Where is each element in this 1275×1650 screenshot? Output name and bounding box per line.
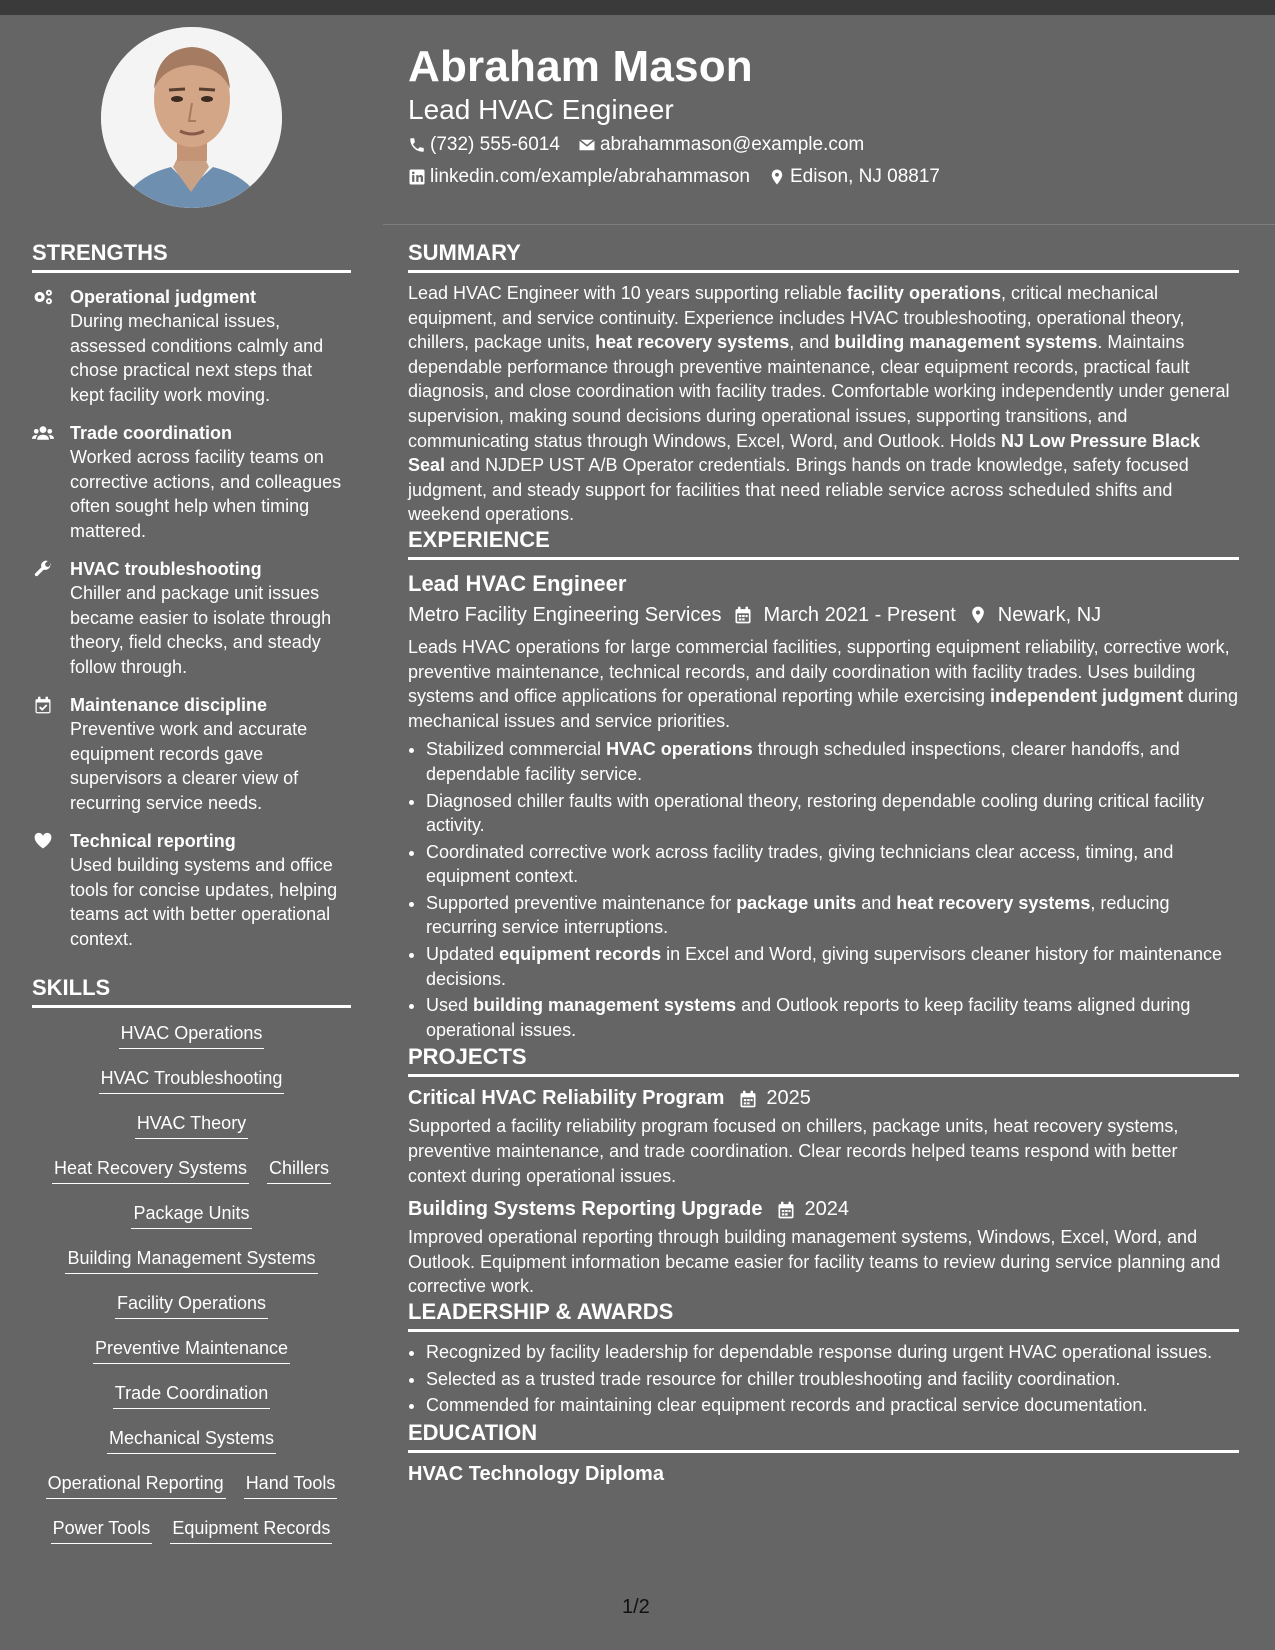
projects-heading: PROJECTS bbox=[408, 1044, 1239, 1077]
project-title: Critical HVAC Reliability Program 2025 bbox=[408, 1087, 811, 1110]
project-description: Supported a facility reliability program focused on chillers, package units, heat recovery systems, preventive maintenance, and trade coordination. Clear records helped teams respond with better context during operational issues. bbox=[408, 1116, 1179, 1186]
skill-tag: Facility Operations bbox=[115, 1292, 268, 1319]
degree-title: HVAC Technology Diploma bbox=[408, 1462, 664, 1485]
project-year: 2025 bbox=[766, 1087, 811, 1110]
candidate-role: Lead HVAC Engineer bbox=[408, 94, 674, 125]
job-meta bbox=[408, 604, 1239, 627]
list-item: • Coordinated corrective work across facility trades, giving technicians clear access, timing, and equipment context. bbox=[426, 840, 1239, 889]
job-location: Newark, NJ bbox=[997, 603, 1102, 626]
heart-icon bbox=[32, 831, 54, 851]
candidate-name: Abraham Mason bbox=[408, 42, 753, 91]
skill-tag: Package Units bbox=[131, 1202, 251, 1229]
job-dates: March 2021 - Present bbox=[763, 603, 956, 626]
list-item: • Recognized by facility leadership for dependable response during urgent HVAC operational issues. bbox=[426, 1340, 1239, 1365]
project-title: Building Systems Reporting Upgrade 2024 bbox=[408, 1198, 849, 1221]
location-text: Edison, NJ 08817 bbox=[790, 166, 940, 187]
strength-title: Trade coordination bbox=[70, 423, 233, 443]
summary-text: Lead HVAC Engineer with 10 years supporting reliable facility operations, critical mechanical equipment, and service continuity. Experience includes HVAC troubleshooting, operational theory, chillers, package units, heat recovery systems, and building management systems. Maintains dependable performance through preventive maintenance, clear equipment records, practical fault diagnosis, and close coordination with facility trades. Comfortable working independently under general supervision, making sound decisions during operational issues, supporting transitions, and communicating status through Windows, Excel, Word, and Outlook. Holds NJ Low Pressure Black Seal and NJDEP UST A/B Operator credentials. Brings hands on trade knowledge, safety focused judgment, and steady support for facilities that need reliable service across scheduled shifts and weekend operations. bbox=[408, 283, 1230, 525]
phone-contact[interactable] bbox=[408, 134, 560, 156]
list-item: • Updated equipment records in Excel and Word, giving supervisors cleaner history for maintenance decisions. bbox=[426, 942, 1239, 991]
skill-tag: HVAC Troubleshooting bbox=[99, 1067, 285, 1094]
skill-tag: Chillers bbox=[267, 1157, 331, 1184]
envelope-icon bbox=[578, 136, 596, 154]
email-text: abrahammason@example.com bbox=[599, 134, 865, 155]
left-column bbox=[32, 240, 351, 1562]
linkedin-contact[interactable] bbox=[408, 166, 750, 188]
list-item: • Used building management systems and Outlook reports to keep facility teams aligned during operational issues. bbox=[426, 993, 1239, 1042]
strength-item bbox=[32, 693, 351, 815]
email-contact[interactable] bbox=[578, 134, 864, 156]
strength-title: Operational judgment bbox=[70, 287, 257, 307]
portrait-illustration bbox=[101, 27, 282, 208]
company-name: Metro Facility Engineering Services bbox=[408, 603, 722, 626]
skill-tag: Heat Recovery Systems bbox=[52, 1157, 249, 1184]
skill-tag: Trade Coordination bbox=[113, 1382, 270, 1409]
contact-row-1 bbox=[408, 134, 882, 156]
location-contact bbox=[768, 166, 940, 188]
contact-row-2 bbox=[408, 166, 958, 188]
education-heading: EDUCATION bbox=[408, 1420, 1239, 1453]
right-column bbox=[408, 240, 1239, 1486]
strength-item bbox=[32, 557, 351, 679]
skill-tag: HVAC Theory bbox=[135, 1112, 248, 1139]
skill-tag: Mechanical Systems bbox=[107, 1427, 276, 1454]
list-item: • Diagnosed chiller faults with operational theory, restoring dependable cooling during critical facility activity. bbox=[426, 789, 1239, 838]
experience-heading: EXPERIENCE bbox=[408, 527, 1239, 560]
strength-desc: Preventive work and accurate equipment records gave supervisors a clearer view of recurring service needs. bbox=[70, 719, 308, 813]
skill-tag: Preventive Maintenance bbox=[93, 1337, 290, 1364]
skills-list bbox=[32, 1022, 351, 1562]
project-description: Improved operational reporting through building management systems, Windows, Excel, Word, and Outlook. Equipment information became easier for facility teams to review during service planning and corrective work. bbox=[408, 1227, 1221, 1297]
strength-desc: During mechanical issues, assessed conditions calmly and chose practical next steps that kept facility work moving. bbox=[70, 311, 324, 405]
list-item: • Stabilized commercial HVAC operations through scheduled inspections, clearer handoffs, and dependable facility service. bbox=[426, 737, 1239, 786]
skill-tag: Hand Tools bbox=[244, 1472, 338, 1499]
job-bullets bbox=[408, 737, 1239, 1042]
project-year: 2024 bbox=[804, 1198, 849, 1221]
map-pin-icon bbox=[768, 168, 786, 186]
gears-icon bbox=[32, 287, 54, 307]
wrench-icon bbox=[32, 559, 54, 579]
strength-item bbox=[32, 285, 351, 407]
leadership-heading: LEADERSHIP & AWARDS bbox=[408, 1299, 1239, 1332]
profile-photo bbox=[101, 27, 282, 208]
calendar-icon bbox=[776, 1200, 796, 1220]
skill-tag: Equipment Records bbox=[170, 1517, 332, 1544]
strength-title: Maintenance discipline bbox=[70, 695, 268, 715]
skills-heading: SKILLS bbox=[32, 975, 351, 1008]
skill-tag: Building Management Systems bbox=[65, 1247, 317, 1274]
map-pin-icon bbox=[968, 605, 988, 625]
strength-desc: Chiller and package unit issues became easier to isolate through theory, field checks, and steady follow through. bbox=[70, 583, 332, 677]
strength-item bbox=[32, 829, 351, 951]
strength-item bbox=[32, 421, 351, 543]
strength-title: Technical reporting bbox=[70, 831, 236, 851]
strength-desc: Used building systems and office tools for concise updates, helping teams act with better operational context. bbox=[70, 855, 338, 949]
list-item: • Supported preventive maintenance for package units and heat recovery systems, reducing recurring service interruptions. bbox=[426, 891, 1239, 940]
phone-text: (732) 555-6014 bbox=[430, 134, 560, 155]
calendar-icon bbox=[738, 1089, 758, 1109]
linkedin-icon bbox=[408, 168, 426, 186]
top-bar bbox=[0, 0, 1275, 15]
strengths-list bbox=[32, 285, 351, 951]
users-icon bbox=[32, 423, 54, 443]
strengths-heading: STRENGTHS bbox=[32, 240, 351, 273]
list-item: • Selected as a trusted trade resource for chiller troubleshooting and facility coordination. bbox=[426, 1367, 1239, 1392]
linkedin-text: linkedin.com/example/abrahammason bbox=[430, 166, 750, 187]
strength-title: HVAC troubleshooting bbox=[70, 559, 262, 579]
skill-tag: HVAC Operations bbox=[119, 1022, 265, 1049]
job-title: Lead HVAC Engineer bbox=[408, 570, 627, 596]
strength-desc: Worked across facility teams on corrective actions, and colleagues often sought help when timing mattered. bbox=[70, 447, 342, 541]
calendar-icon bbox=[733, 605, 753, 625]
header-divider bbox=[383, 224, 1275, 225]
leadership-list bbox=[408, 1340, 1239, 1418]
calendar-check-icon bbox=[32, 695, 54, 715]
skill-tag: Operational Reporting bbox=[46, 1472, 226, 1499]
skill-tag: Power Tools bbox=[51, 1517, 153, 1544]
job-description: Leads HVAC operations for large commercial facilities, supporting equipment reliability, corrective work, preventive maintenance, technical records, and daily coordination with facility trades. Uses building systems and office applications for operational reporting while exercising independent judgment during mechanical issues and service priorities. bbox=[408, 636, 1239, 731]
list-item: • Commended for maintaining clear equipment records and practical service documentation. bbox=[426, 1393, 1239, 1418]
summary-heading: SUMMARY bbox=[408, 240, 1239, 273]
phone-icon bbox=[408, 136, 426, 154]
page-number: 1/2 bbox=[622, 1596, 650, 1618]
